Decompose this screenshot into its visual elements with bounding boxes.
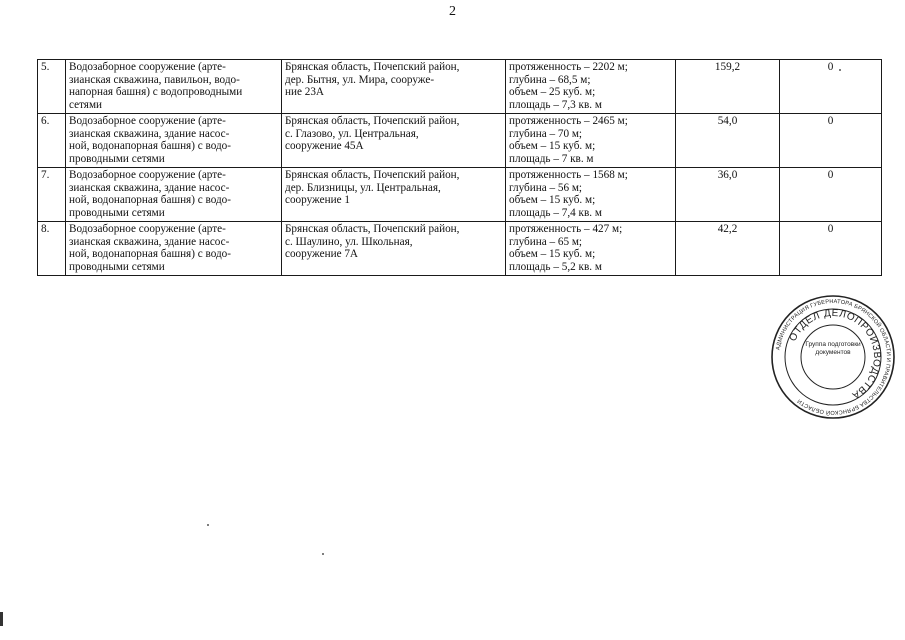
object-name: Водозаборное сооружение (арте- зианская скважина, здание насос- ной, водонапорная башня) с водо- проводными сетями — [69, 223, 231, 273]
row-number: 6. — [38, 114, 66, 168]
stamp-middle-text: ОТДЕЛ ДЕЛОПРОИЗВОДСТВА — [787, 307, 883, 401]
page-number: 2 — [449, 4, 456, 19]
object-name: Водозаборное сооружение (арте- зианская скважина, здание насос- ной, водонапорная башня) с водо- проводными сетями — [69, 169, 231, 219]
address-cell — [282, 60, 506, 114]
scan-speck — [207, 524, 209, 526]
official-stamp — [770, 294, 896, 420]
address: Брянская область, Почепский район, с. Глазово, ул. Центральная, сооружение 45А — [285, 115, 460, 153]
scan-speck — [322, 553, 324, 555]
scan-speck — [839, 69, 841, 71]
value1-cell: 159,2 — [676, 60, 780, 114]
table-row — [38, 168, 882, 222]
address-cell — [282, 222, 506, 276]
object-name-cell — [66, 168, 282, 222]
address: Брянская область, Почепский район, дер. Близницы, ул. Центральная, сооружение 1 — [285, 169, 460, 207]
row-number: 8. — [38, 222, 66, 276]
stamp-inner-text: Группа подготовки документов — [805, 341, 861, 356]
scan-edge-mark — [0, 612, 3, 626]
characteristics: протяженность – 2465 м; глубина – 70 м; объем – 15 куб. м; площадь – 7 кв. м — [509, 115, 628, 165]
object-name-cell — [66, 60, 282, 114]
value1-cell: 36,0 — [676, 168, 780, 222]
row-number: 5. — [38, 60, 66, 114]
value2-cell: 0 — [780, 60, 882, 114]
characteristics-cell — [506, 222, 676, 276]
object-name-cell — [66, 222, 282, 276]
stamp-outer-text: АДМИНИСТРАЦИЯ ГУБЕРНАТОРА БРЯНСКОЙ ОБЛАСТИ И ПРАВИТЕЛЬСТВА БРЯНСКОЙ ОБЛАСТИ — [775, 298, 892, 416]
characteristics: протяженность – 1568 м; глубина – 56 м; объем – 15 куб. м; площадь – 7,4 кв. м — [509, 169, 628, 219]
property-table — [37, 59, 882, 276]
table-row — [38, 114, 882, 168]
address-cell — [282, 114, 506, 168]
address: Брянская область, Почепский район, с. Шаулино, ул. Школьная, сооружение 7А — [285, 223, 460, 261]
characteristics: протяженность – 2202 м; глубина – 68,5 м; объем – 25 куб. м; площадь – 7,3 кв. м — [509, 61, 628, 111]
table-row — [38, 222, 882, 276]
value1-cell: 54,0 — [676, 114, 780, 168]
characteristics: протяженность – 427 м; глубина – 65 м; объем – 15 куб. м; площадь – 5,2 кв. м — [509, 223, 623, 273]
stamp-seal-icon — [770, 294, 896, 420]
row-number: 7. — [38, 168, 66, 222]
value1-cell: 42,2 — [676, 222, 780, 276]
object-name: Водозаборное сооружение (арте- зианская скважина, здание насос- ной, водонапорная башня) с водо- проводными сетями — [69, 115, 231, 165]
table-row — [38, 60, 882, 114]
object-name: Водозаборное сооружение (арте- зианская скважина, павильон, водо- напорная башня) с водопроводными сетями — [69, 61, 243, 111]
characteristics-cell — [506, 168, 676, 222]
address-cell — [282, 168, 506, 222]
characteristics-cell — [506, 114, 676, 168]
value2-cell: 0 — [780, 222, 882, 276]
object-name-cell — [66, 114, 282, 168]
value2-cell: 0 — [780, 168, 882, 222]
value2-cell: 0 — [780, 114, 882, 168]
address: Брянская область, Почепский район, дер. Бытня, ул. Мира, сооруже- ние 23А — [285, 61, 460, 99]
characteristics-cell — [506, 60, 676, 114]
